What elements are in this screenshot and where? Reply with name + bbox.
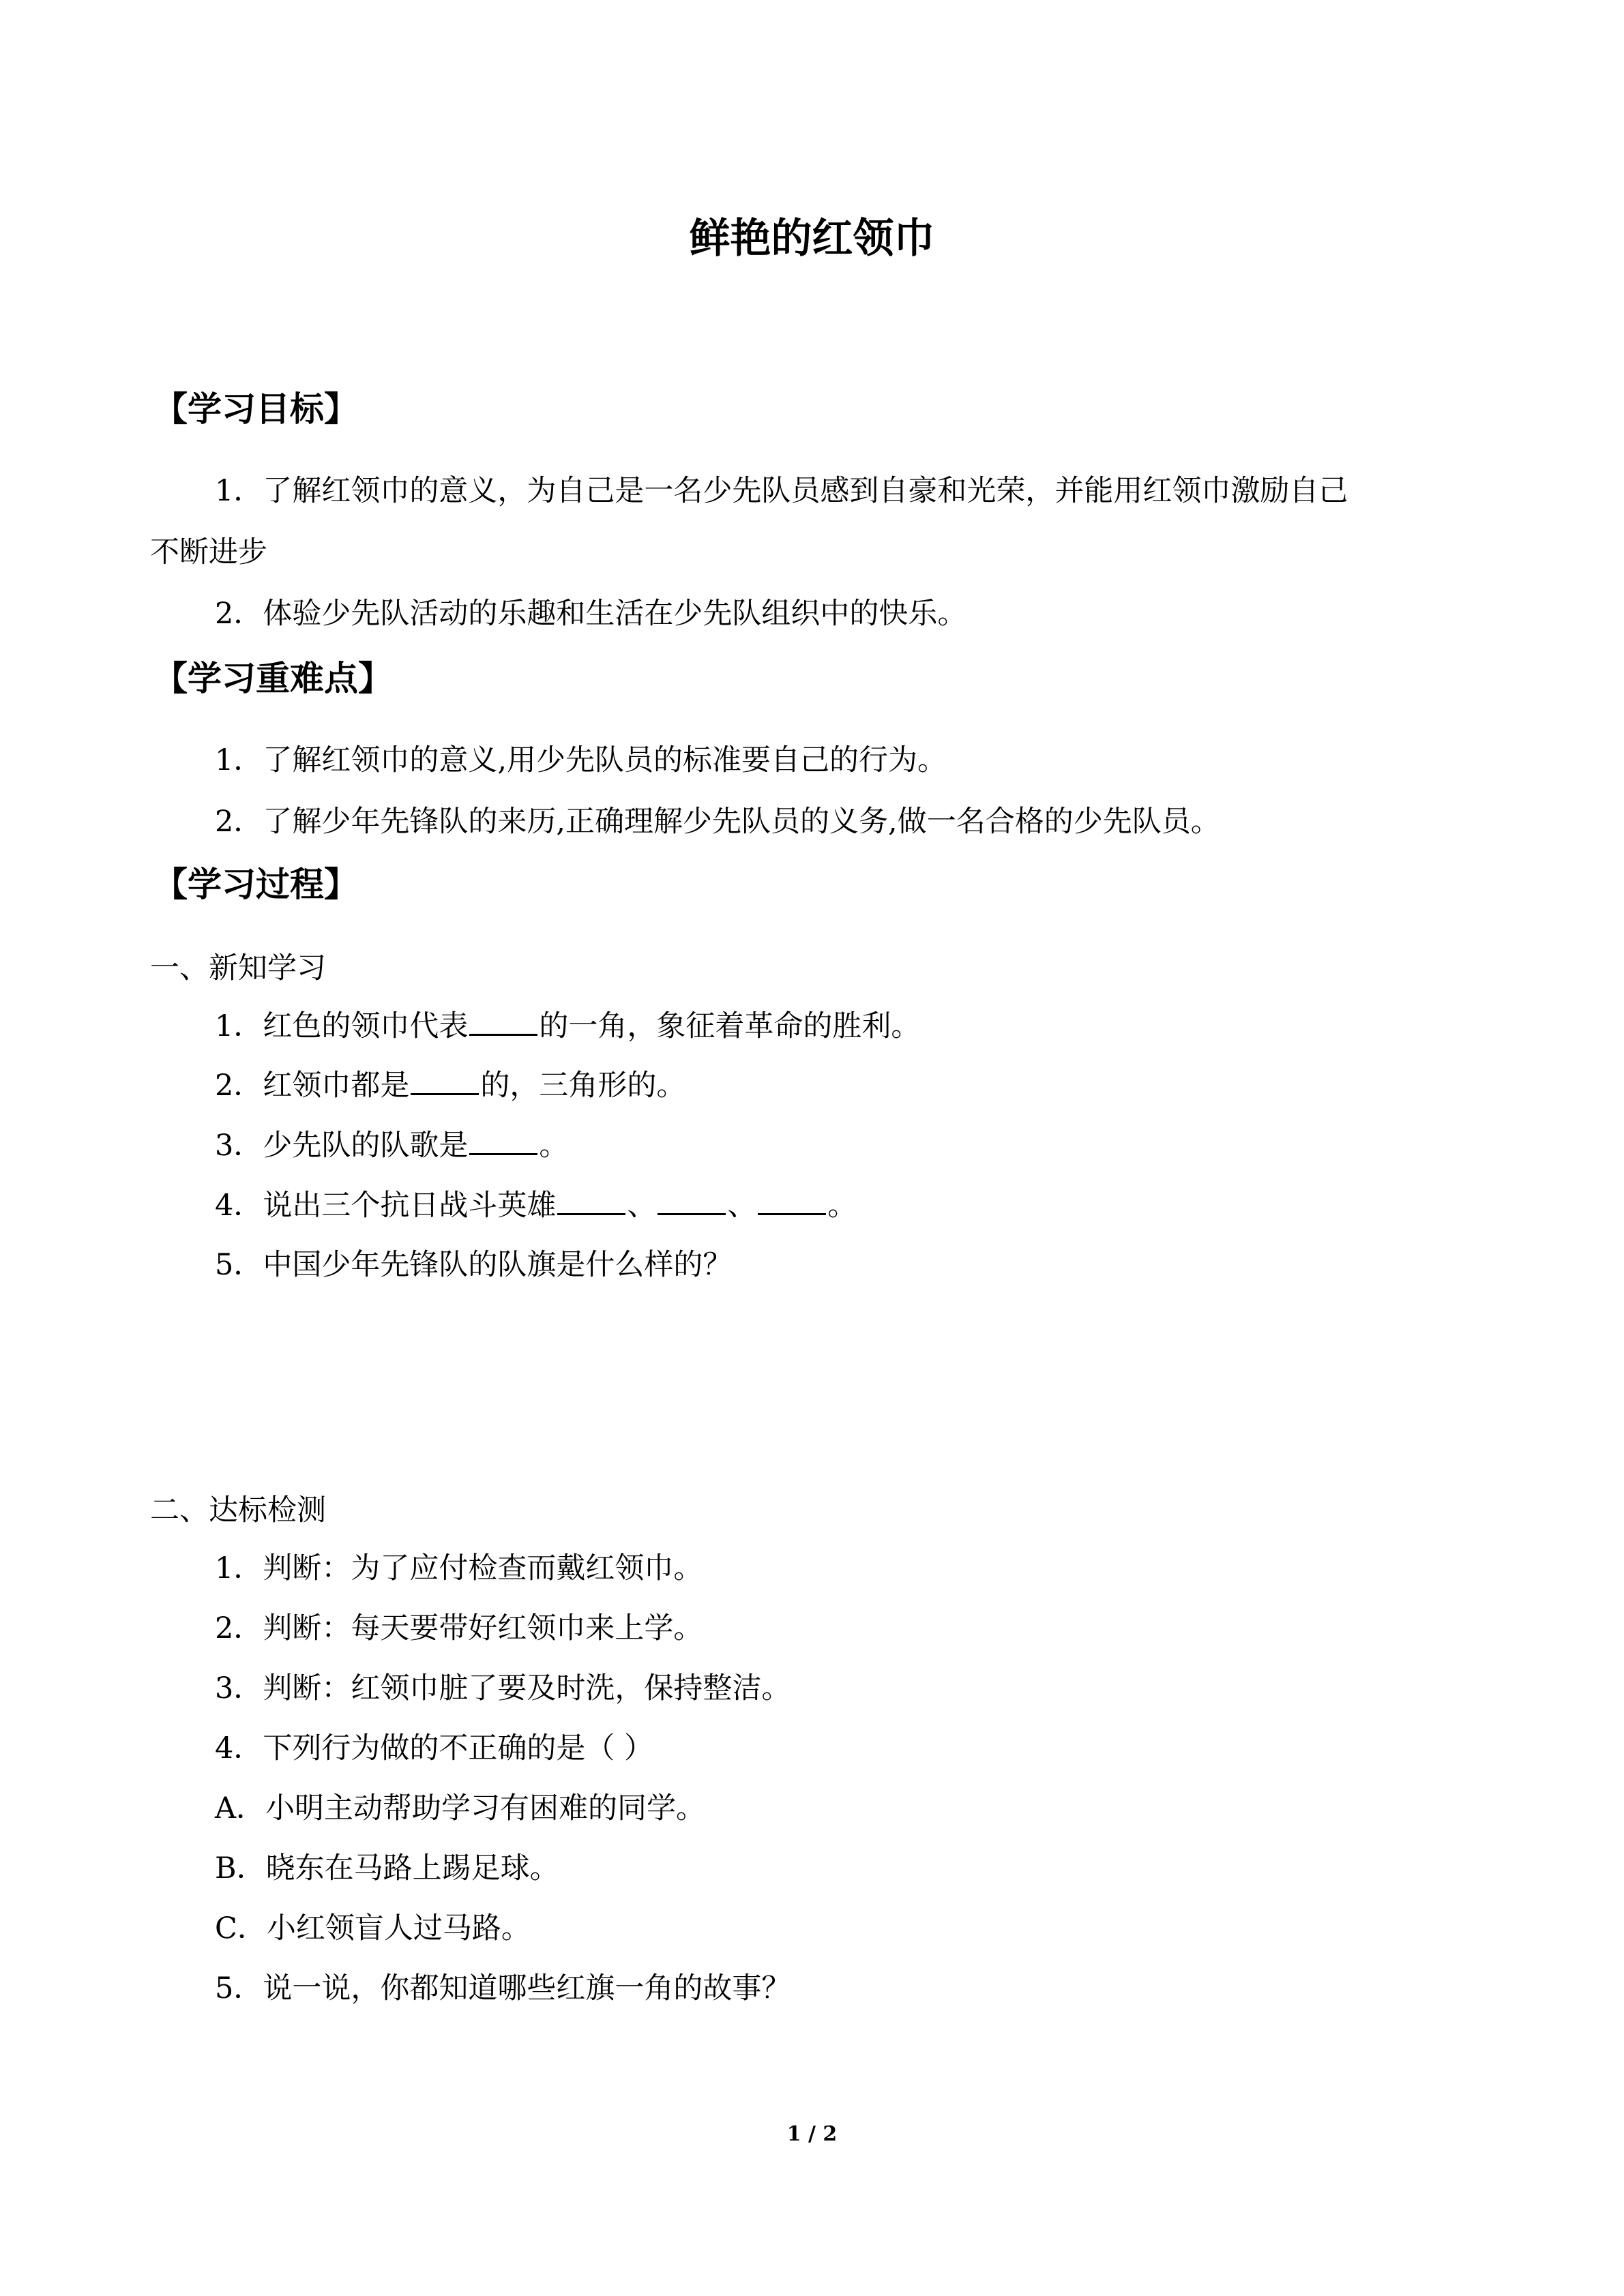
assessment-q2: 2．判断：每天要带好红领巾来上学。 xyxy=(215,1611,703,1645)
key-point-2: 2．了解少年先锋队的来历,正确理解少先队员的义务,做一名合格的少先队员。 xyxy=(215,805,1220,839)
section-1-title: 一、新知学习 xyxy=(150,951,326,985)
answer-blank[interactable] xyxy=(469,1126,537,1155)
key-points-heading: 【学习重难点】 xyxy=(153,659,392,698)
new-knowledge-q5: 5．中国少年先锋队的队旗是什么样的？ xyxy=(215,1248,733,1282)
assessment-option-a: A．小明主动帮助学习有困难的同学。 xyxy=(215,1791,706,1825)
assessment-option-c: C．小红领盲人过马路。 xyxy=(215,1911,531,1945)
assessment-q5: 5．说一说，你都知道哪些红旗一角的故事？ xyxy=(215,1971,791,2006)
page-number: 1 / 2 xyxy=(786,2122,838,2146)
objective-1-line-2: 不断进步 xyxy=(150,535,267,569)
assessment-q3: 3．判断：红领巾脏了要及时洗，保持整洁。 xyxy=(215,1671,791,1705)
section-2-title: 二、达标检测 xyxy=(150,1493,326,1527)
assessment-q1: 1．判断：为了应付检查而戴红领巾。 xyxy=(215,1551,703,1585)
objective-2: 2．体验少先队活动的乐趣和生活在少先队组织中的快乐。 xyxy=(215,597,967,631)
answer-blank[interactable] xyxy=(658,1186,726,1215)
assessment-q4: 4．下列行为做的不正确的是（ ） xyxy=(215,1731,654,1765)
answer-blank[interactable] xyxy=(557,1186,625,1215)
answer-blank[interactable] xyxy=(469,1007,537,1036)
objective-1-line-1: 1．了解红领巾的意义，为自己是一名少先队员感到自豪和光荣，并能用红领巾激励自己 xyxy=(215,474,1348,508)
document-title: 鲜艳的红领巾 xyxy=(689,215,935,263)
process-heading: 【学习过程】 xyxy=(153,865,358,904)
key-point-1: 1．了解红领巾的意义,用少先队员的标准要自己的行为。 xyxy=(215,743,947,777)
objectives-heading: 【学习目标】 xyxy=(153,389,358,429)
new-knowledge-q4: 4．说出三个抗日战斗英雄 、 、 。 xyxy=(215,1185,857,1226)
answer-blank[interactable] xyxy=(411,1066,479,1095)
answer-blank[interactable] xyxy=(758,1186,826,1215)
assessment-option-b: B．晓东在马路上踢足球。 xyxy=(215,1851,559,1885)
new-knowledge-q3: 3．少先队的队歌是 。 xyxy=(215,1125,568,1166)
new-knowledge-q1: 1．红色的领巾代表 的一角，象征着革命的胜利。 xyxy=(215,1006,920,1047)
new-knowledge-q2: 2．红领巾都是 的，三角形的。 xyxy=(215,1065,685,1106)
